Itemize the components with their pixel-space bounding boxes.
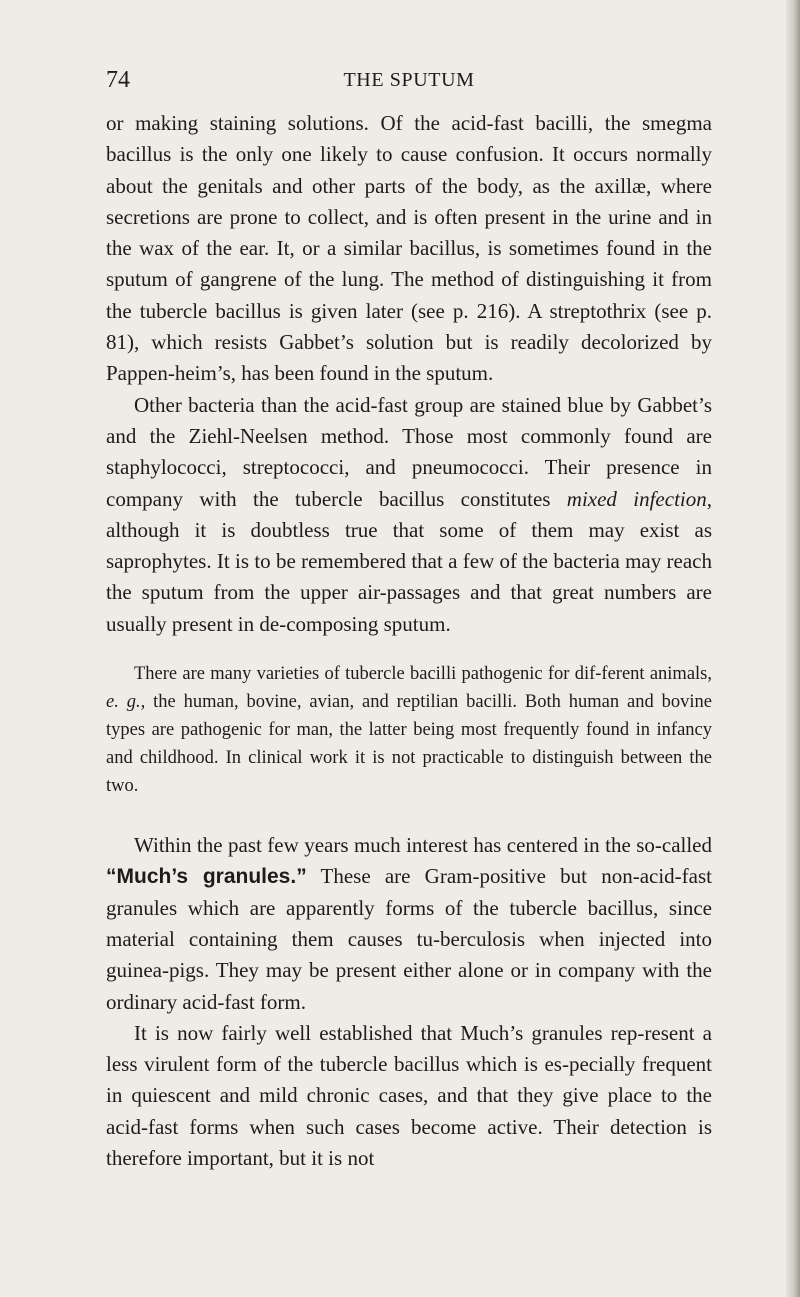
- paragraph-text: These are Gram-positive but non-acid-fast granules which are apparently forms of the tubercle bacillus, since material containing them causes tu-berculosis when injected into guinea-pigs. They may be present either alone or in company with the ordinary acid-fast form.: [106, 864, 712, 1014]
- paragraph-muchs-granules: [106, 830, 712, 1018]
- body-text: [106, 108, 712, 1174]
- running-head: THE SPUTUM: [343, 69, 475, 91]
- paragraph-text: although it is doubtless true that some of them may exist as saprophytes. It is to be remembered that a few of the bacteria may reach the sputum from the upper air-passages and that great numbers are usually present in de-composing sputum.: [106, 517, 712, 636]
- page-number: 74: [106, 67, 130, 93]
- paragraph-smegma-bacillus: or making staining solutions. Of the acid-fast bacilli, the smegma bacillus is the only one likely to cause confusion. It occurs normally about the genitals and other parts of the body, as the axillæ, where secretions are prone to collect, and is often present in the urine and in the wax of the ear. It, or a similar bacillus, is sometimes found in the sputum of gangrene of the lung. The method of distinguishing it from the tubercle bacillus is given later (see p. 216). A streptothrix (see p. 81), which resists Gabbet’s solution but is readily decolorized by Pappen-heim’s, has been found in the sputum.: [106, 111, 712, 386]
- italic-term-mixed-infection: mixed infection,: [566, 486, 712, 511]
- page-header: [106, 60, 712, 100]
- page-edge-shadow: [786, 0, 800, 1297]
- paragraph-other-bacteria: [106, 390, 712, 640]
- paragraph-text: Other bacteria than the acid-fast group are stained blue by Gabbet’s and the Ziehl-Neelsen method. Those most commonly found are staphylococci, streptococci, and pneumococci. Their presence in company with the tubercle bacillus constitutes: [106, 392, 712, 511]
- italic-abbreviation: e. g.,: [106, 692, 146, 713]
- paragraph-text: There are many varieties of tubercle bacilli pathogenic for dif-ferent animals,: [134, 664, 712, 685]
- paragraph-granules-virulence: It is now fairly well established that Much’s granules rep-resent a less virulent form of the tubercle bacillus which is es-pecially frequent in quiescent and mild chronic cases, and that they give place to the acid-fast forms when such cases become active. Their detection is therefore important, but it is not: [106, 1020, 712, 1171]
- paragraph-text: the human, bovine, avian, and reptilian bacilli. Both human and bovine types are pathogenic for man, the latter being most frequently found in infancy and childhood. In clinical work it is not practicable to distinguish between the two.: [106, 692, 713, 797]
- paragraph-text: Within the past few years much interest has centered in the so-called: [134, 833, 712, 858]
- bold-term-muchs-granules: “Much’s granules.”: [106, 865, 307, 889]
- paragraph-varieties-note: [106, 660, 712, 800]
